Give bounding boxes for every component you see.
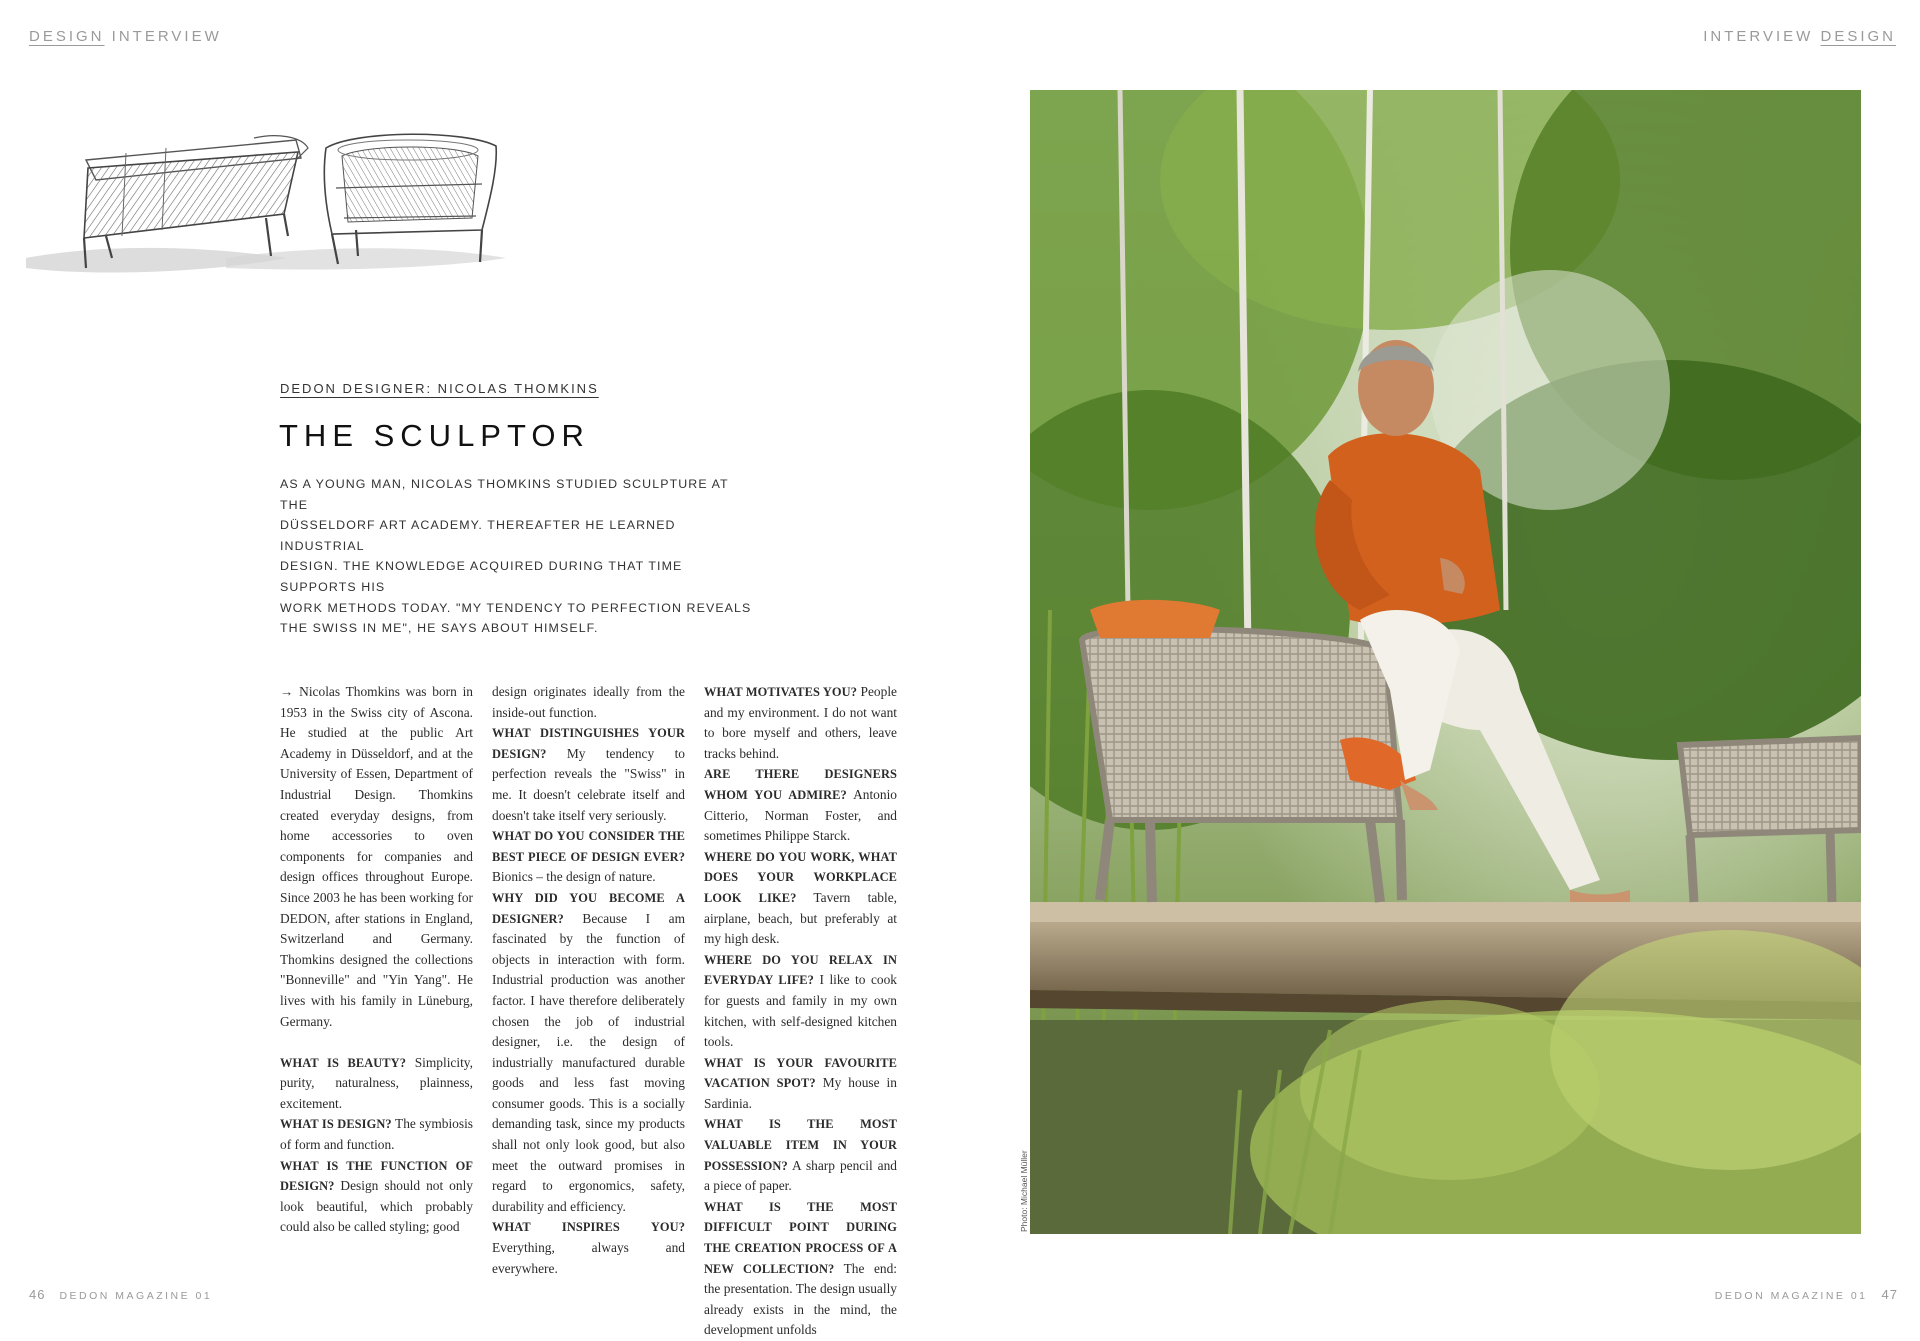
answer: The symbiosis of form and function. <box>280 1116 474 1153</box>
answer: My house in Sardinia. <box>704 1075 897 1111</box>
answer: My tendency to perfection reveals the "Swiss" in me. It doesn't celebrate itself and doesn't take itself very seriously. <box>492 745 685 823</box>
question: WHAT IS THE MOST VALUABLE ITEM IN YOUR POSSESSION? <box>704 1117 897 1173</box>
answer: People and my environment. I do not want to bore myself and others, leave tracks behind. <box>704 684 897 761</box>
body-column-3 <box>704 682 897 1341</box>
qa-item <box>704 1114 897 1196</box>
running-head-right <box>1703 28 1896 45</box>
page-number: 47 <box>1881 1287 1898 1302</box>
answer: Everything, always and everywhere. <box>492 1240 685 1276</box>
qa-item <box>492 826 685 888</box>
question: WHAT INSPIRES YOU? <box>492 1220 685 1235</box>
question: WHAT IS THE FUNCTION OF DESIGN? <box>280 1158 473 1194</box>
folio-left <box>29 1287 212 1302</box>
article-kicker: DEDON DESIGNER: NICOLAS THOMKINS <box>280 381 599 396</box>
question: WHAT IS DESIGN? <box>280 1117 392 1132</box>
question: WHY DID YOU BECOME A DESIGNER? <box>492 890 685 926</box>
running-head-section: DESIGN <box>29 28 105 45</box>
question: WHERE DO YOU RELAX IN EVERYDAY LIFE? <box>704 952 897 988</box>
intro-line: DÜSSELDORF ART ACADEMY. THEREAFTER HE LEARNED INDUSTRIAL <box>280 518 676 553</box>
running-head-category: INTERVIEW <box>1703 28 1821 45</box>
question: WHAT IS THE MOST DIFFICULT POINT DURING THE CREATION PROCESS OF A NEW COLLECTION? <box>704 1199 897 1276</box>
intro-line: DESIGN. THE KNOWLEDGE ACQUIRED DURING THAT TIME SUPPORTS HIS <box>280 559 683 594</box>
answer: design originates ideally from the inside-out function. <box>492 684 685 720</box>
answer: Simplicity, purity, naturalness, plainness, excitement. <box>280 1054 473 1111</box>
question: WHERE DO YOU WORK, WHAT DOES YOUR WORKPLACE LOOK LIKE? <box>704 849 897 905</box>
photo-credit: Photo: Michael Müller <box>1019 1150 1029 1232</box>
answer: I like to cook for guests and family in my own kitchen, with self-designed kitchen tools. <box>704 972 897 1050</box>
running-head-left <box>29 28 222 45</box>
article-intro <box>280 474 760 639</box>
intro-line: WORK METHODS TODAY. "MY TENDENCY TO PERFECTION REVEALS <box>280 600 752 615</box>
question: WHAT MOTIVATES YOU? <box>704 685 858 699</box>
qa-item <box>704 764 897 846</box>
intro-line: THE SWISS IN ME", HE SAYS ABOUT HIMSELF. <box>280 621 599 636</box>
qa-item <box>492 1217 685 1279</box>
qa-item <box>280 1114 473 1155</box>
qa-item <box>492 723 685 826</box>
designer-photo <box>1030 90 1861 1234</box>
qa-item <box>280 1156 473 1238</box>
running-head-section: DESIGN <box>1820 28 1896 45</box>
question: ARE THERE DESIGNERS WHOM YOU ADMIRE? <box>704 767 897 802</box>
page-number: 46 <box>29 1287 46 1302</box>
article-title: THE SCULPTOR <box>279 418 590 453</box>
folio-right <box>1715 1287 1898 1302</box>
answer: Design should not only look beautiful, which probably could also be called styling; good <box>280 1178 473 1235</box>
magazine-name: DEDON MAGAZINE 01 <box>1714 1290 1868 1302</box>
answer: Tavern table, airplane, beach, but preferably at my high desk. <box>704 889 897 947</box>
body-column-2 <box>492 682 685 1279</box>
intro-line: AS A YOUNG MAN, NICOLAS THOMKINS STUDIED SCULPTURE AT THE <box>280 477 729 512</box>
qa-continuation <box>492 682 685 723</box>
magazine-name: DEDON MAGAZINE 01 <box>59 1290 213 1302</box>
running-head-category: INTERVIEW <box>104 28 222 45</box>
qa-item <box>704 682 897 764</box>
qa-item <box>492 888 685 1218</box>
qa-item <box>704 1197 897 1341</box>
question: WHAT DO YOU CONSIDER THE BEST PIECE OF DESIGN EVER? <box>492 829 685 864</box>
qa-item <box>280 1053 473 1115</box>
answer: The end: the presentation. The design usually already exists in the mind, the development unfolds <box>704 1260 898 1338</box>
qa-item <box>704 950 897 1053</box>
answer: Bionics – the design of nature. <box>492 869 656 885</box>
chair-sketch-illustration <box>26 118 512 288</box>
answer: A sharp pencil and a piece of paper. <box>704 1157 898 1194</box>
question: WHAT IS YOUR FAVOURITE VACATION SPOT? <box>704 1055 897 1091</box>
bio-paragraph: → Nicolas Thomkins was born in 1953 in the Swiss city of Ascona. He studied at the public Art Academy in Düsseldorf, and at the University of Essen, Department of Industrial Design. Thomkins created everyday designs, from home accessories to oven components for companies and design offices throughout Europe. Since 2003 he has been working for DEDON, after stations in England, Switzerland and Germany. Thomkins designed the collections "Bonneville" and "Yin Yang". He lives with his family in Lüneburg, Germany. <box>280 684 473 1029</box>
qa-item <box>704 847 897 950</box>
answer: Antonio Citterio, Norman Foster, and sometimes Philippe Starck. <box>704 786 897 844</box>
answer: Because I am fascinated by the function of objects in interaction with form. Industrial production was another factor. I have therefore deliberately chosen the job of industrial designer, i.e. the design of industrially manufactured durable goods and less fast moving consumer goods. This is a socially demanding task, since my products shall not only look good, but also meet the outward promises in regard to ergonomics, safety, durability and efficiency. <box>492 910 685 1214</box>
question: WHAT DISTINGUISHES YOUR DESIGN? <box>492 726 685 761</box>
qa-item <box>704 1053 897 1115</box>
question: WHAT IS BEAUTY? <box>280 1055 407 1070</box>
body-column-1 <box>280 682 473 1238</box>
